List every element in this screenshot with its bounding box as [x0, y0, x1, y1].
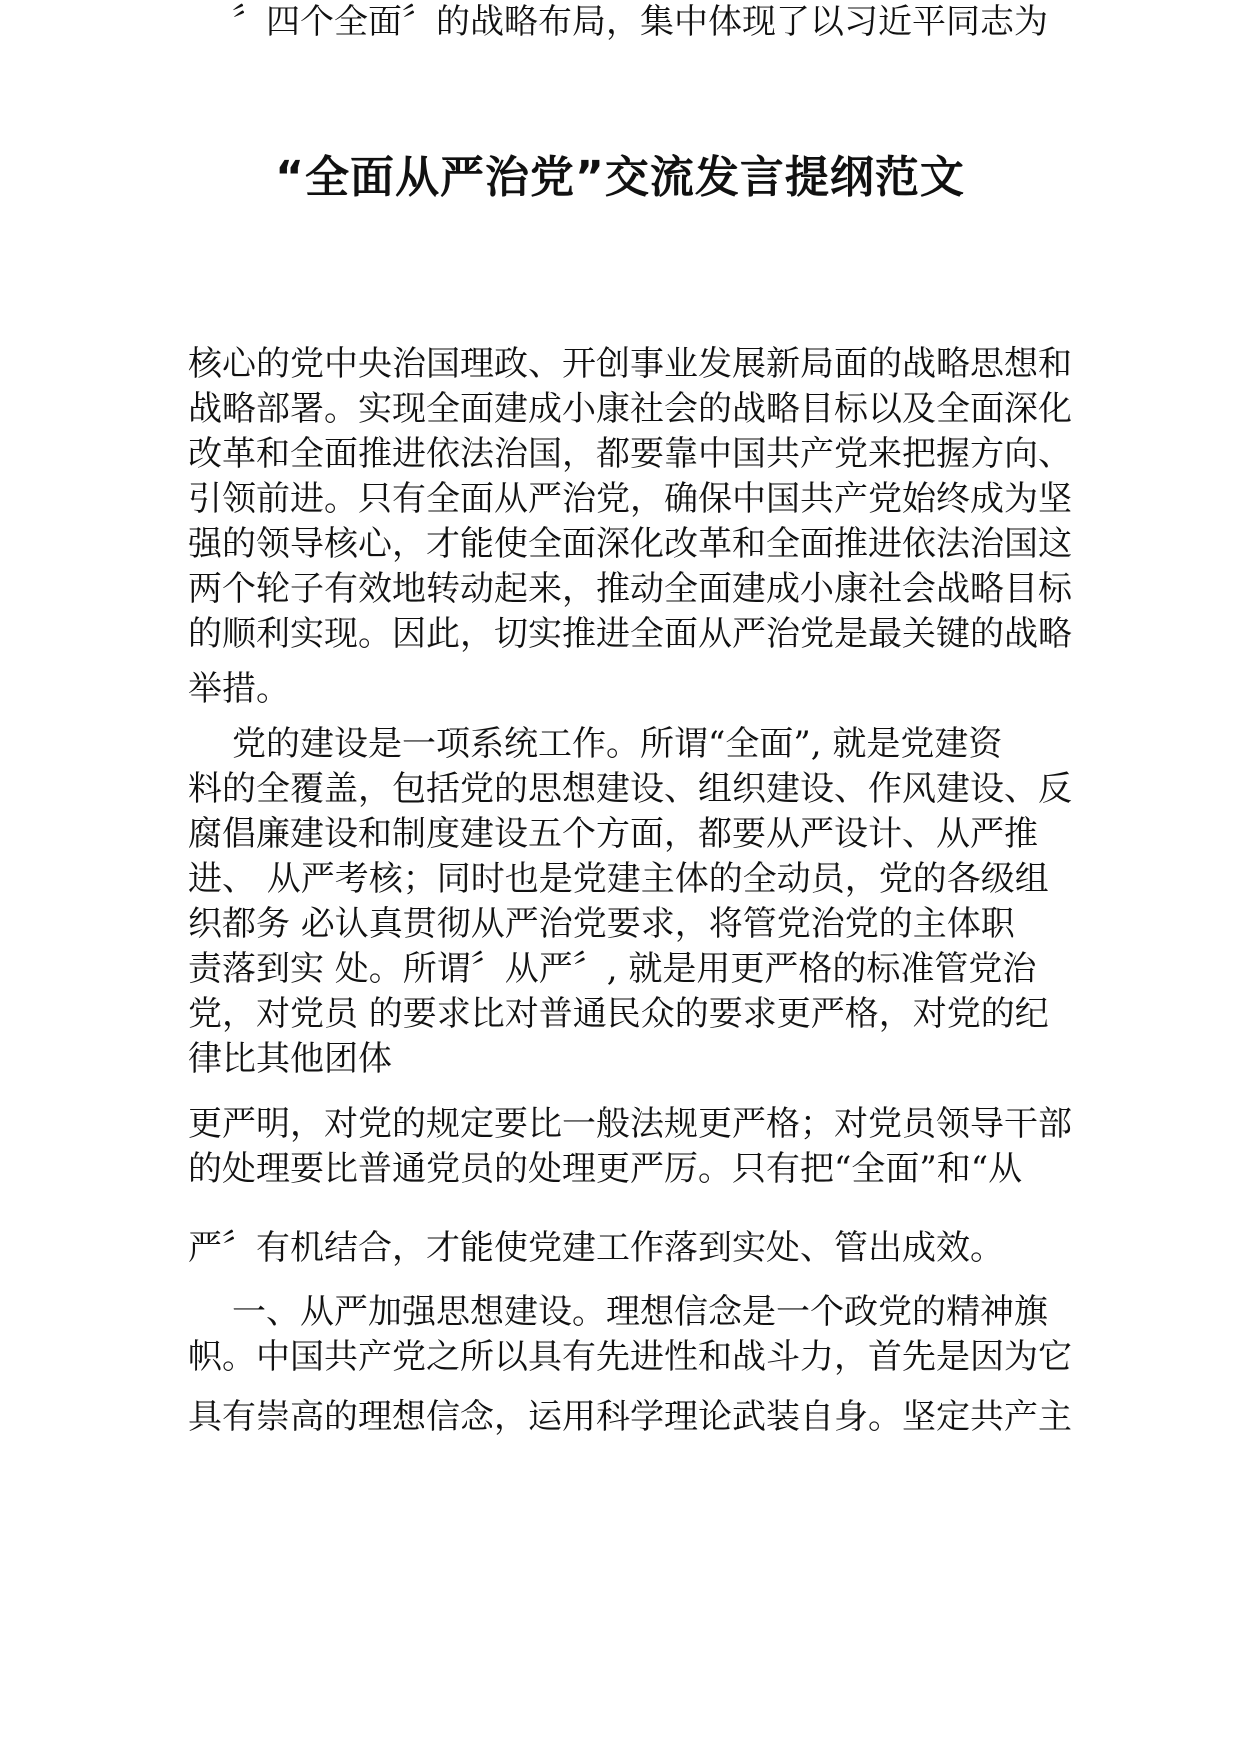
document-title: “全面从严治党”交流发言提纲范文: [275, 152, 965, 203]
text-line: 帜。中国共产党之所以具有先进性和战斗力，首先是因为它: [188, 1337, 1072, 1377]
text-line: 战略部署。实现全面建成小康社会的战略目标以及全面深化: [188, 389, 1072, 429]
text-line: 党，对党员 的要求比对普通民众的要求更严格，对党的纪: [188, 994, 1049, 1034]
text-line: 织都务 必认真贯彻从严治党要求，将管党治党的主体职: [188, 904, 1015, 944]
text-line: 的处理要比普通党员的处理更严厉。只有把“全面”和“从: [188, 1149, 1023, 1189]
text-line: 料的全覆盖，包括党的思想建设、组织建设、作风建设、反: [188, 769, 1072, 809]
text-line: 腐倡廉建设和制度建设五个方面，都要从严设计、从严推: [188, 814, 1038, 854]
text-line: 〞四个全面〞的战略布局，集中体现了以习近平同志为: [232, 2, 1048, 42]
text-line: 的顺利实现。因此，切实推进全面从严治党是最关键的战略: [188, 614, 1072, 654]
text-line: 党的建设是一项系统工作。所谓“全面”, 就是党建资: [232, 724, 1003, 764]
text-line: 强的领导核心，才能使全面深化改革和全面推进依法治国这: [188, 524, 1072, 564]
text-line: 引领前进。只有全面从严治党，确保中国共产党始终成为坚: [188, 479, 1072, 519]
text-line: 举措。: [188, 669, 290, 709]
text-line: 进、 从严考核；同时也是党建主体的全动员，党的各级组: [188, 859, 1049, 899]
text-line: 严〞有机结合，才能使党建工作落到实处、管出成效。: [188, 1228, 1004, 1268]
text-line: 一、从严加强思想建设。理想信念是一个政党的精神旗: [232, 1292, 1048, 1332]
text-line: 更严明，对党的规定要比一般法规更严格；对党员领导干部: [188, 1104, 1072, 1144]
text-line: 律比其他团体: [188, 1039, 392, 1079]
text-line: 具有崇高的理想信念，运用科学理论武装自身。坚定共产主: [188, 1397, 1072, 1437]
text-line: 核心的党中央治国理政、开创事业发展新局面的战略思想和: [188, 344, 1072, 384]
text-line: 改革和全面推进依法治国，都要靠中国共产党来把握方向、: [188, 434, 1072, 474]
text-line: 责落到实 处。所谓〞从严〞, 就是用更严格的标准管党治: [188, 949, 1037, 989]
text-line: 两个轮子有效地转动起来，推动全面建成小康社会战略目标: [188, 569, 1072, 609]
